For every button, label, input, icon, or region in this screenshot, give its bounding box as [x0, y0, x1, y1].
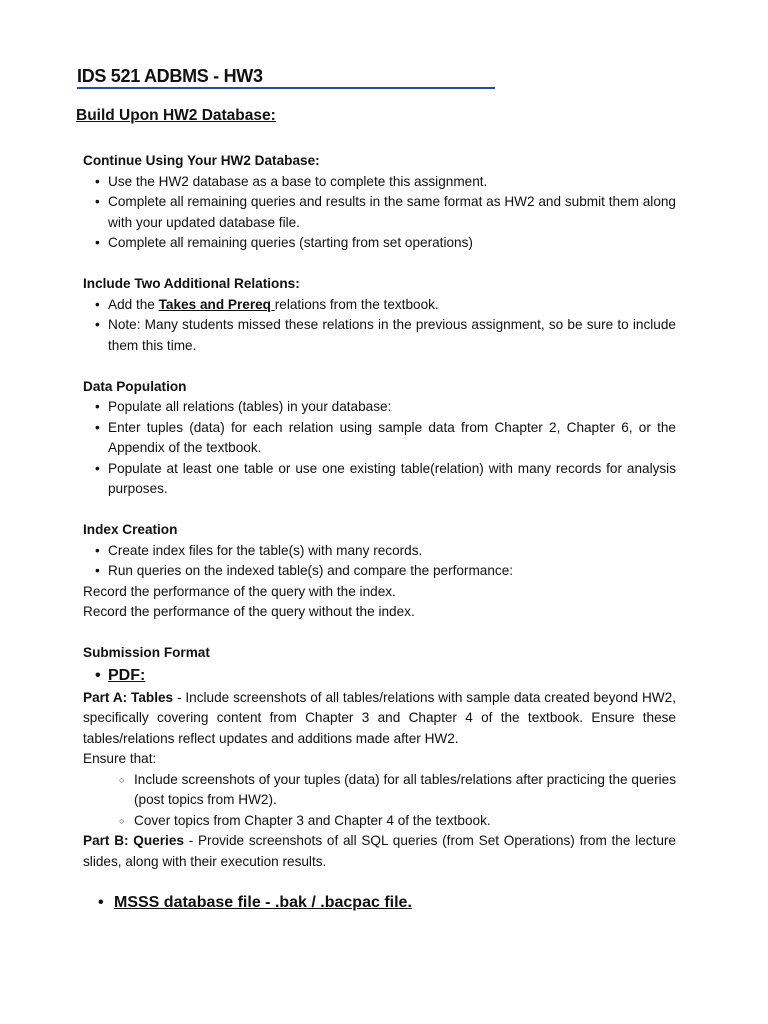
- relations-prefix: Add the: [108, 296, 159, 312]
- section-heading-submission: Submission Format: [83, 645, 210, 660]
- list-item: [83, 295, 676, 316]
- index-line-with: Record the performance of the query with the index.: [83, 583, 396, 599]
- relations-names: Takes and Prereq: [158, 296, 275, 312]
- section-heading-population: Data Population: [83, 378, 187, 394]
- part-b-text: - Provide screenshots of all SQL queries (from Set Operations) from the lecture slides, along with their execution results.: [83, 833, 676, 869]
- pdf-label: PDF:: [108, 666, 146, 684]
- part-a-paragraph: [83, 688, 676, 750]
- list-item: ○ Include screenshots of your tuples (data) for all tables/relations after practicing the queries (post topics from HW2).: [83, 770, 676, 811]
- list-item: • Populate all relations (tables) in your database:: [83, 397, 676, 418]
- list-item: • Create index files for the table(s) with many records.: [83, 541, 676, 562]
- list-item: • Complete all remaining queries (starting from set operations): [83, 233, 676, 254]
- list-item: ○ Cover topics from Chapter 3 and Chapter 4 of the textbook.: [83, 811, 676, 832]
- section-heading-index: Index Creation: [83, 522, 178, 537]
- list-item: • Complete all remaining queries and results in the same format as HW2 and submit them along with your updated database file.: [83, 192, 676, 233]
- msss-label: MSSS database file - .bak / .bacpac file.: [114, 894, 412, 911]
- document-title: IDS 521 ADBMS - HW3: [77, 66, 263, 86]
- relations-suffix: relations from the textbook.: [274, 296, 439, 312]
- index-line-without: Record the performance of the query without the index.: [83, 604, 415, 619]
- section-heading-continue: Continue Using Your HW2 Database:: [83, 153, 320, 168]
- list-item: • Note: Many students missed these relations in the previous assignment, so be sure to include them this time.: [83, 315, 676, 356]
- population-list: [83, 397, 676, 500]
- document-body: [83, 151, 676, 872]
- list-item: • Populate at least one table or use one existing table(relation) with many records for analysis purposes.: [83, 459, 676, 500]
- title-underline: [77, 87, 495, 89]
- ensure-list: [83, 770, 676, 832]
- document-subtitle: Build Upon HW2 Database:: [76, 107, 276, 124]
- part-b-label: Part B: Queries: [83, 833, 184, 848]
- list-item: • Use the HW2 database as a base to complete this assignment.: [83, 172, 676, 193]
- part-b-paragraph: [83, 831, 676, 872]
- ensure-line: Ensure that:: [83, 751, 157, 766]
- pdf-item: [83, 664, 676, 688]
- index-list: [83, 541, 676, 582]
- submission-list: [83, 664, 676, 688]
- relations-list: [83, 295, 676, 357]
- bullet-icon: •: [98, 894, 104, 911]
- list-item: • Run queries on the indexed table(s) and compare the performance:: [83, 561, 676, 582]
- part-a-text: - Include screenshots of all tables/relations with sample data created beyond HW2, specifically covering content from Chapter 3 and Chapter 4 of the textbook. Ensure these tables/relations reflect updates and additions made after HW2.: [83, 689, 676, 746]
- list-item: • Enter tuples (data) for each relation using sample data from Chapter 2, Chapter 6, or the Appendix of the textbook.: [83, 418, 676, 459]
- continue-list: [83, 172, 676, 254]
- section-heading-relations: Include Two Additional Relations:: [83, 276, 300, 291]
- part-a-label: Part A: Tables: [83, 689, 174, 705]
